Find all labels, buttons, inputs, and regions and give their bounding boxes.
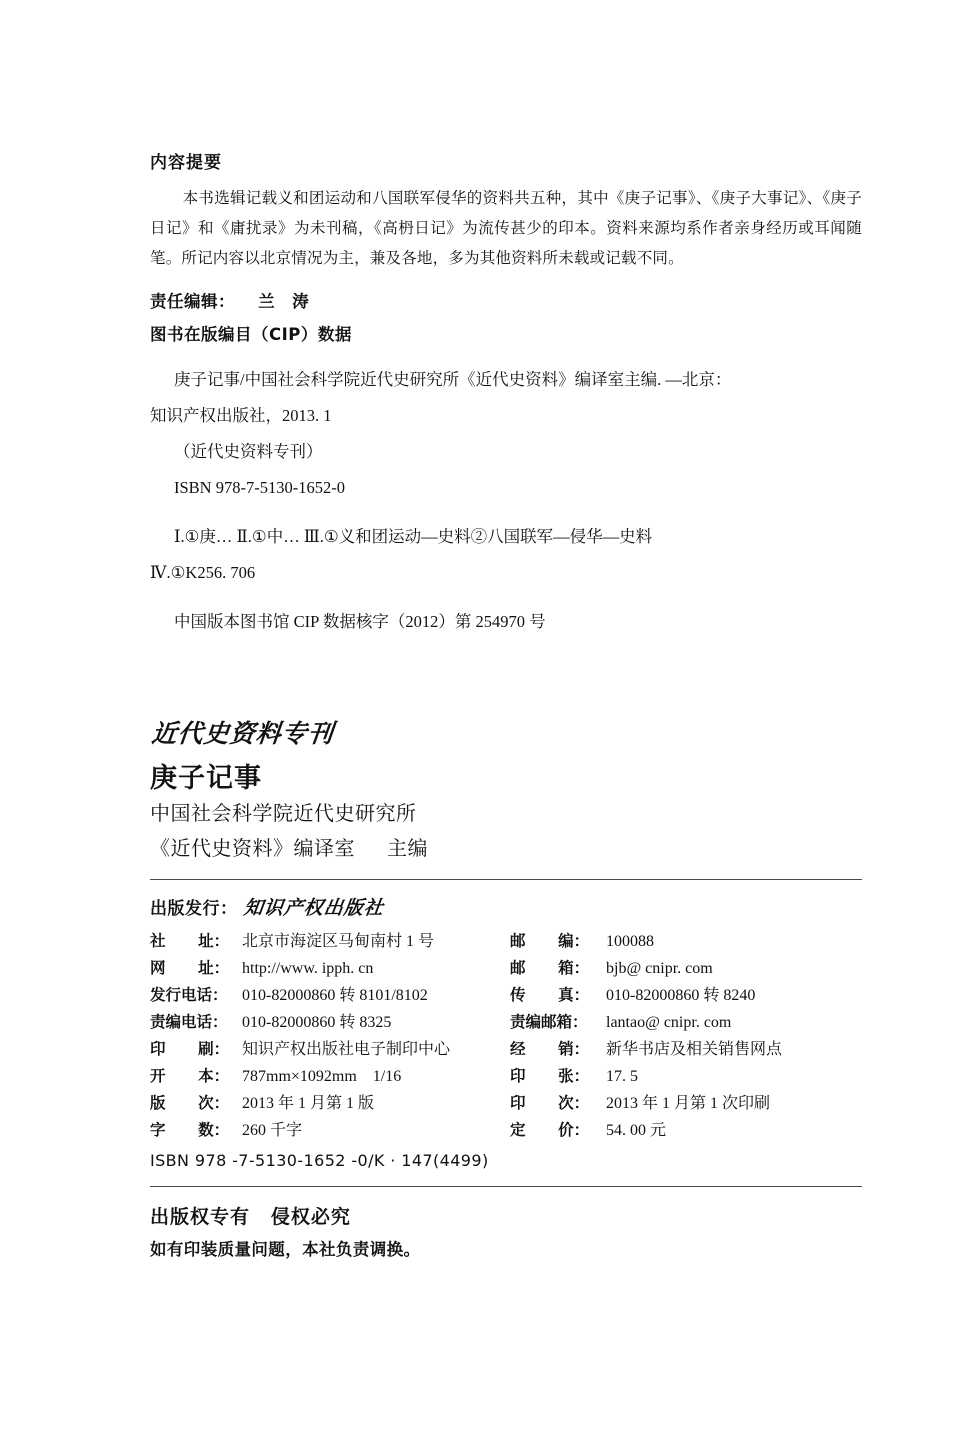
- row-5-right-label: [510, 1063, 606, 1090]
- table-row: [150, 955, 862, 982]
- cip-line-3: （近代史资料专刊）: [174, 442, 323, 461]
- row-7-right-label: [510, 1117, 606, 1144]
- publication-info-table: [150, 928, 862, 1144]
- row-1-right-label-a: 邮: [510, 959, 526, 977]
- row-5-left-label-b: 本：: [198, 1067, 230, 1085]
- row-0-right-value: 100088: [606, 933, 654, 950]
- cip-line-6: Ⅳ.①K256. 706: [150, 563, 256, 582]
- row-2-right-label-a: 传: [510, 986, 526, 1004]
- chief-editor-label: 主编: [387, 838, 428, 860]
- row-5-left-label-a: 开: [150, 1067, 166, 1085]
- row-3-left-label-a: 责编电话：: [150, 1013, 228, 1031]
- copyright-statement-a: 出版权专有: [150, 1206, 251, 1228]
- table-row: [150, 1009, 862, 1036]
- row-0-left-value: 北京市海淀区马甸南村 1 号: [242, 933, 435, 950]
- row-7-left-label-b: 数：: [198, 1121, 230, 1139]
- copyright-statement: [150, 1202, 862, 1229]
- row-6-left-label-a: 版: [150, 1094, 166, 1112]
- row-4-left-label-a: 印: [150, 1040, 166, 1058]
- responsible-editor-name: 兰 涛: [258, 292, 310, 311]
- row-6-left-label: [150, 1090, 242, 1117]
- copyright-statement-b: 侵权必究: [270, 1206, 351, 1228]
- row-2-right-label: [510, 982, 606, 1009]
- cip-spacer-1: [150, 506, 862, 519]
- row-2-left-value: 010-82000860 转 8101/8102: [242, 987, 428, 1004]
- organization-line-2: [150, 834, 862, 865]
- row-1-left-value[interactable]: http://www. ipph. cn: [242, 960, 374, 977]
- row-0-left-label-a: 社: [150, 932, 166, 950]
- table-row: [150, 928, 862, 955]
- row-2-right-label-b: 真：: [558, 986, 590, 1004]
- row-1-left-label-b: 址：: [198, 959, 230, 977]
- series-brand: 近代史资料: [150, 719, 284, 748]
- row-1-right-label-b: 箱：: [558, 959, 590, 977]
- row-1-left-label: [150, 955, 242, 982]
- book-title: 庚子记事: [150, 763, 262, 794]
- row-1-right-value[interactable]: bjb@ cnipr. com: [606, 960, 713, 977]
- row-4-left-value: 知识产权出版社电子制印中心: [242, 1041, 451, 1058]
- series-brand-suffix: 专刊: [280, 719, 336, 748]
- table-row: [150, 1036, 862, 1063]
- row-6-right-label: [510, 1090, 606, 1117]
- row-3-left-label: [150, 1009, 242, 1036]
- quality-notice: 如有印装质量问题，本社负责调换。: [150, 1240, 421, 1259]
- row-6-left-label-b: 次：: [198, 1094, 230, 1112]
- table-row: [150, 982, 862, 1009]
- cip-line-4: ISBN 978-7-5130-1652-0: [174, 478, 345, 497]
- row-1-right-label: [510, 955, 606, 982]
- row-5-left-label: [150, 1063, 242, 1090]
- series-brand-wrap: [150, 714, 862, 750]
- row-6-right-value: 2013 年 1 月第 1 次印刷: [606, 1095, 771, 1112]
- cip-line-2: 知识产权出版社，2013. 1: [150, 406, 332, 425]
- colophon-section: [150, 714, 862, 1260]
- editorial-office: 《近代史资料》编译室: [150, 838, 355, 860]
- row-0-left-label: [150, 928, 242, 955]
- abstract-heading: 内容提要: [150, 153, 222, 173]
- table-row: [150, 1090, 862, 1117]
- row-4-left-label-b: 刷：: [198, 1040, 230, 1058]
- table-row: [150, 1117, 862, 1144]
- row-4-right-label-a: 经: [510, 1040, 526, 1058]
- responsible-editor-label: 责任编辑：: [150, 292, 235, 311]
- copyright-page: [150, 0, 862, 1438]
- cip-spacer-2: [150, 591, 862, 604]
- row-7-right-label-a: 定: [510, 1121, 526, 1139]
- row-0-right-label-b: 编：: [558, 932, 590, 950]
- publisher-name: 知识产权出版社: [241, 897, 385, 919]
- row-4-left-label: [150, 1036, 242, 1063]
- row-4-right-value: 新华书店及相关销售网点: [606, 1041, 783, 1058]
- row-7-right-value: 54. 00 元: [606, 1122, 667, 1139]
- row-4-right-label-b: 销：: [558, 1040, 590, 1058]
- row-3-right-label-a: 责编邮箱：: [510, 1013, 588, 1031]
- cip-line-1: 庚子记事/中国社会科学院近代史研究所《近代史资料》编译室主编. —北京：: [174, 370, 732, 389]
- row-7-right-label-b: 价：: [558, 1121, 590, 1139]
- publish-issue-label: 出版发行：: [150, 899, 238, 919]
- cip-heading: 图书在版编目（CIP）数据: [150, 325, 352, 344]
- responsible-editor: [150, 288, 862, 312]
- abstract-section: [150, 148, 862, 640]
- abstract-text: 本书选辑记载义和团运动和八国联军侵华的资料共五种，其中《庚子记事》、《庚子大事记》、《庚子日记》和《庸扰录》为未刊稿，《高枬日记》为流传甚少的印本。资料来源均系作者亲身经历或耳闻随笔。所记内容以北京情况为主，兼及各地，多为其他资料所未载或记载不同。: [150, 190, 862, 267]
- row-5-right-value: 17. 5: [606, 1068, 638, 1085]
- row-2-right-value: 010-82000860 转 8240: [606, 987, 756, 1004]
- row-3-right-label: [510, 1009, 606, 1036]
- cip-block: [150, 362, 862, 640]
- row-6-right-label-a: 印: [510, 1094, 526, 1112]
- row-6-right-label-b: 次：: [558, 1094, 590, 1112]
- row-0-right-label: [510, 928, 606, 955]
- divider-top: [150, 879, 862, 880]
- row-7-left-label-a: 字: [150, 1121, 166, 1139]
- publisher-heading: [150, 893, 862, 920]
- row-1-left-label-a: 网: [150, 959, 166, 977]
- cip-line-5: Ⅰ.①庚… Ⅱ.①中… Ⅲ.①义和团运动—史料②八国联军—侵华—史料: [174, 527, 653, 546]
- row-7-left-value: 260 千字: [242, 1122, 303, 1139]
- row-2-left-label: [150, 982, 242, 1009]
- divider-bottom: [150, 1186, 862, 1187]
- row-5-left-value: 787mm×1092mm 1/16: [242, 1068, 402, 1085]
- row-6-left-value: 2013 年 1 月第 1 版: [242, 1095, 375, 1112]
- row-2-left-label-a: 发行电话：: [150, 986, 228, 1004]
- table-row: [150, 1063, 862, 1090]
- row-5-right-label-a: 印: [510, 1067, 526, 1085]
- organization-line-1: 中国社会科学院近代史研究所: [150, 803, 417, 825]
- row-0-left-label-b: 址：: [198, 932, 230, 950]
- row-3-right-value[interactable]: lantao@ cnipr. com: [606, 1014, 732, 1031]
- cip-line-7: 中国版本图书馆 CIP 数据核字（2012）第 254970 号: [174, 612, 546, 631]
- row-3-left-value: 010-82000860 转 8325: [242, 1014, 392, 1031]
- row-5-right-label-b: 张：: [558, 1067, 590, 1085]
- abstract-body: [150, 184, 862, 274]
- row-4-right-label: [510, 1036, 606, 1063]
- row-0-right-label-a: 邮: [510, 932, 526, 950]
- isbn-line: ISBN 978 -7-5130-1652 -0/K · 147(4499): [150, 1151, 489, 1170]
- row-7-left-label: [150, 1117, 242, 1144]
